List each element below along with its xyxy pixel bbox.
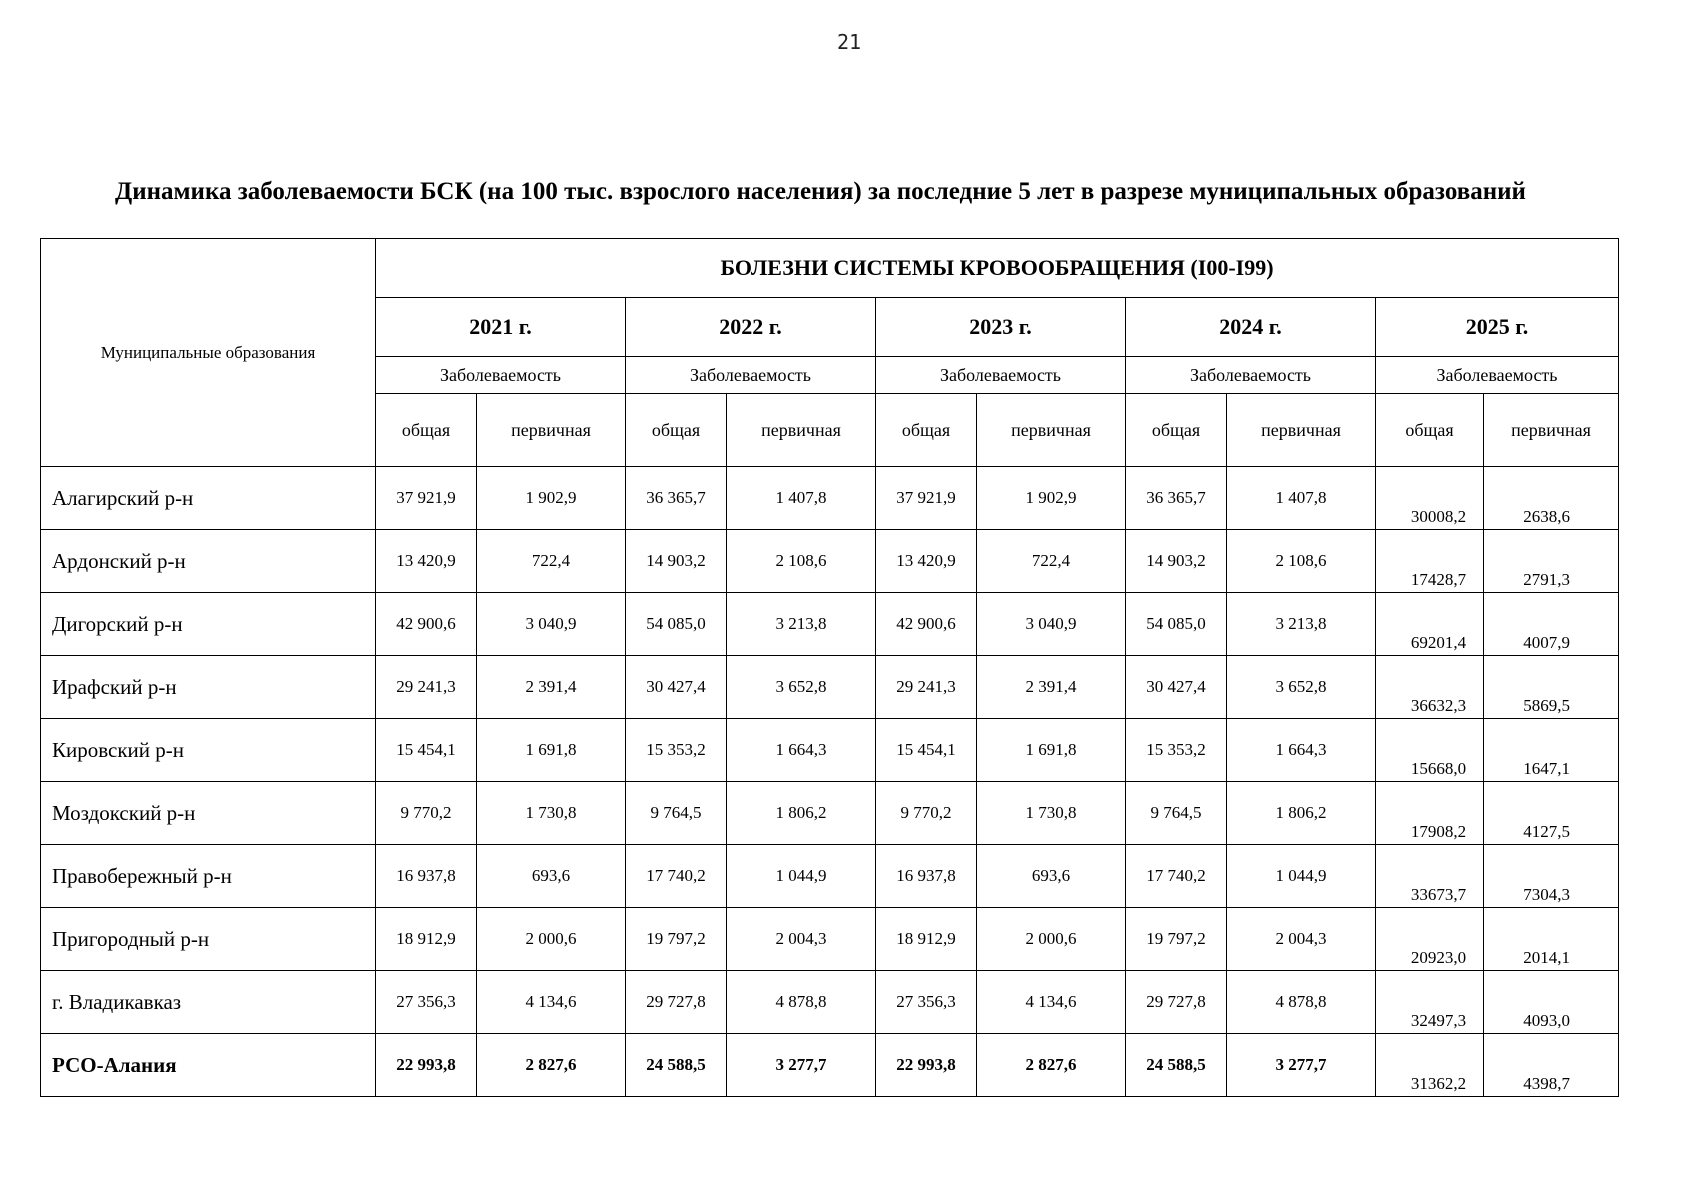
table-row [41,782,1619,845]
value-primary: 693,6 [477,845,626,908]
municipality-name: Кировский р-н [41,719,376,782]
value-total: 9 764,5 [1126,782,1227,845]
value-primary: 2 108,6 [1227,530,1376,593]
value-primary: 4127,5 [1484,782,1619,845]
municipality-name: РСО-Алания [41,1034,376,1097]
value-total: 15 353,2 [1126,719,1227,782]
value-total: 33673,7 [1376,845,1484,908]
morbidity-subheader: Заболеваемость [376,357,626,394]
col-header-total: общая [1376,394,1484,467]
value-total: 15668,0 [1376,719,1484,782]
municipality-name: г. Владикавказ [41,971,376,1034]
value-primary: 3 213,8 [727,593,876,656]
col-header-total: общая [626,394,727,467]
value-primary: 1 730,8 [977,782,1126,845]
value-total: 37 921,9 [376,467,477,530]
value-primary: 722,4 [977,530,1126,593]
value-total: 29 727,8 [1126,971,1227,1034]
value-total: 17 740,2 [1126,845,1227,908]
value-primary: 1 664,3 [1227,719,1376,782]
value-primary: 1 407,8 [1227,467,1376,530]
value-primary: 1 806,2 [727,782,876,845]
year-header: 2022 г. [626,298,876,357]
value-total: 16 937,8 [876,845,977,908]
value-total: 69201,4 [1376,593,1484,656]
municipality-name: Ирафский р-н [41,656,376,719]
col-header-primary: первичная [1484,394,1619,467]
morbidity-subheader: Заболеваемость [1376,357,1619,394]
value-primary: 1 691,8 [477,719,626,782]
value-total: 36 365,7 [626,467,727,530]
value-primary: 4 878,8 [1227,971,1376,1034]
value-primary: 1 691,8 [977,719,1126,782]
document-title: Динамика заболеваемости БСК (на 100 тыс. взрослого населения) за последние 5 лет в разрезе муниципальных образований [115,178,1526,205]
value-total: 32497,3 [1376,971,1484,1034]
value-total: 54 085,0 [626,593,727,656]
year-header: 2025 г. [1376,298,1619,357]
value-primary: 4093,0 [1484,971,1619,1034]
table-row [41,845,1619,908]
value-primary: 2 004,3 [727,908,876,971]
value-total: 20923,0 [1376,908,1484,971]
col-header-primary: первичная [727,394,876,467]
value-primary: 2 827,6 [977,1034,1126,1097]
value-total: 42 900,6 [376,593,477,656]
table-row [41,656,1619,719]
col-header-total: общая [376,394,477,467]
year-header: 2021 г. [376,298,626,357]
value-primary: 3 277,7 [727,1034,876,1097]
value-primary: 1 806,2 [1227,782,1376,845]
value-total: 13 420,9 [376,530,477,593]
value-total: 17 740,2 [626,845,727,908]
value-primary: 4007,9 [1484,593,1619,656]
value-total: 19 797,2 [626,908,727,971]
col-header-primary: первичная [1227,394,1376,467]
value-total: 9 764,5 [626,782,727,845]
value-total: 15 454,1 [876,719,977,782]
year-header: 2024 г. [1126,298,1376,357]
morbidity-subheader: Заболеваемость [1126,357,1376,394]
value-total: 9 770,2 [876,782,977,845]
value-primary: 2 000,6 [477,908,626,971]
value-primary: 1 044,9 [1227,845,1376,908]
table-row [41,467,1619,530]
row-header-municipalities: Муниципальные образования [41,239,376,467]
morbidity-subheader: Заболеваемость [876,357,1126,394]
value-primary: 693,6 [977,845,1126,908]
value-total: 29 241,3 [876,656,977,719]
value-total: 27 356,3 [876,971,977,1034]
value-primary: 2638,6 [1484,467,1619,530]
value-total: 24 588,5 [626,1034,727,1097]
value-primary: 4 878,8 [727,971,876,1034]
group-header: БОЛЕЗНИ СИСТЕМЫ КРОВООБРАЩЕНИЯ (I00-I99) [376,239,1619,298]
value-primary: 5869,5 [1484,656,1619,719]
municipality-name: Алагирский р-н [41,467,376,530]
value-primary: 3 040,9 [477,593,626,656]
col-header-total: общая [876,394,977,467]
table-row [41,908,1619,971]
value-primary: 4 134,6 [477,971,626,1034]
value-total: 54 085,0 [1126,593,1227,656]
value-total: 19 797,2 [1126,908,1227,971]
table-row-total [41,1034,1619,1097]
year-header: 2023 г. [876,298,1126,357]
municipality-name: Моздокский р-н [41,782,376,845]
value-total: 36 365,7 [1126,467,1227,530]
municipality-name: Дигорский р-н [41,593,376,656]
value-primary: 7304,3 [1484,845,1619,908]
value-primary: 4 134,6 [977,971,1126,1034]
value-primary: 1 664,3 [727,719,876,782]
value-total: 30 427,4 [626,656,727,719]
value-total: 17908,2 [1376,782,1484,845]
value-total: 37 921,9 [876,467,977,530]
value-total: 13 420,9 [876,530,977,593]
value-primary: 4398,7 [1484,1034,1619,1097]
value-primary: 3 652,8 [1227,656,1376,719]
table-row [41,530,1619,593]
value-primary: 722,4 [477,530,626,593]
value-total: 22 993,8 [876,1034,977,1097]
value-primary: 1 902,9 [477,467,626,530]
value-primary: 1647,1 [1484,719,1619,782]
value-total: 30008,2 [1376,467,1484,530]
value-primary: 2 004,3 [1227,908,1376,971]
value-total: 36632,3 [1376,656,1484,719]
value-primary: 2 000,6 [977,908,1126,971]
municipality-name: Ардонский р-н [41,530,376,593]
value-primary: 2 827,6 [477,1034,626,1097]
value-primary: 3 652,8 [727,656,876,719]
table-row [41,971,1619,1034]
value-total: 29 241,3 [376,656,477,719]
value-primary: 1 044,9 [727,845,876,908]
value-total: 42 900,6 [876,593,977,656]
value-primary: 1 407,8 [727,467,876,530]
value-primary: 2791,3 [1484,530,1619,593]
page-number: 21 [836,30,862,54]
value-primary: 2 391,4 [977,656,1126,719]
value-primary: 3 213,8 [1227,593,1376,656]
value-total: 16 937,8 [376,845,477,908]
value-total: 27 356,3 [376,971,477,1034]
col-header-primary: первичная [977,394,1126,467]
value-total: 15 353,2 [626,719,727,782]
municipality-name: Правобережный р-н [41,845,376,908]
col-header-total: общая [1126,394,1227,467]
value-total: 30 427,4 [1126,656,1227,719]
table-body [41,467,1619,1097]
value-total: 18 912,9 [876,908,977,971]
morbidity-subheader: Заболеваемость [626,357,876,394]
value-total: 18 912,9 [376,908,477,971]
table-row [41,719,1619,782]
value-primary: 2014,1 [1484,908,1619,971]
municipality-name: Пригородный р-н [41,908,376,971]
value-total: 31362,2 [1376,1034,1484,1097]
value-primary: 1 730,8 [477,782,626,845]
morbidity-table [40,238,1619,1097]
value-total: 24 588,5 [1126,1034,1227,1097]
value-primary: 2 391,4 [477,656,626,719]
value-primary: 3 040,9 [977,593,1126,656]
col-header-primary: первичная [477,394,626,467]
value-total: 14 903,2 [1126,530,1227,593]
value-primary: 2 108,6 [727,530,876,593]
value-total: 14 903,2 [626,530,727,593]
value-total: 22 993,8 [376,1034,477,1097]
table-row [41,593,1619,656]
value-total: 29 727,8 [626,971,727,1034]
value-total: 17428,7 [1376,530,1484,593]
value-total: 15 454,1 [376,719,477,782]
value-primary: 1 902,9 [977,467,1126,530]
value-primary: 3 277,7 [1227,1034,1376,1097]
value-total: 9 770,2 [376,782,477,845]
